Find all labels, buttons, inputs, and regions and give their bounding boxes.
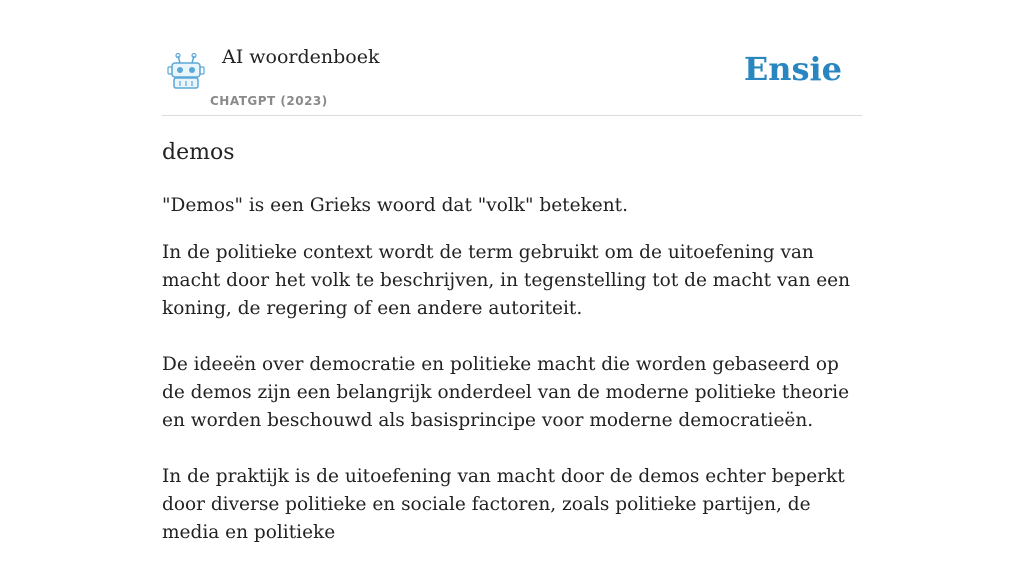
definition-paragraph: De ideeën over democratie en politieke macht die worden gebaseerd op de demos zijn een belangrijk onderdeel van de moderne politieke theorie en worden beschouwd als basisprincipe voor moderne democratieën. xyxy=(162,354,850,431)
definition-paragraph: In de politieke context wordt de term gebruikt om de uitoefening van macht door het volk te beschrijven, in tegenstelling tot de macht van een koning, de regering of een andere autoriteit. xyxy=(162,242,851,319)
source-label: CHATGPT (2023) xyxy=(210,94,328,108)
entry-header xyxy=(162,30,862,116)
definition-paragraph: "Demos" is een Grieks woord dat "volk" betekent. xyxy=(162,195,628,216)
headword: demos xyxy=(162,140,235,165)
definition-body xyxy=(162,192,866,566)
robot-icon xyxy=(166,52,206,90)
definition-paragraph: In de praktijk is de uitoefening van macht door de demos echter beperkt door diverse politieke en sociale factoren, zoals politieke partijen, de media en politieke xyxy=(162,466,845,543)
brand-logo[interactable]: Ensie xyxy=(743,50,842,88)
dictionary-title[interactable]: AI woordenboek xyxy=(222,46,380,68)
